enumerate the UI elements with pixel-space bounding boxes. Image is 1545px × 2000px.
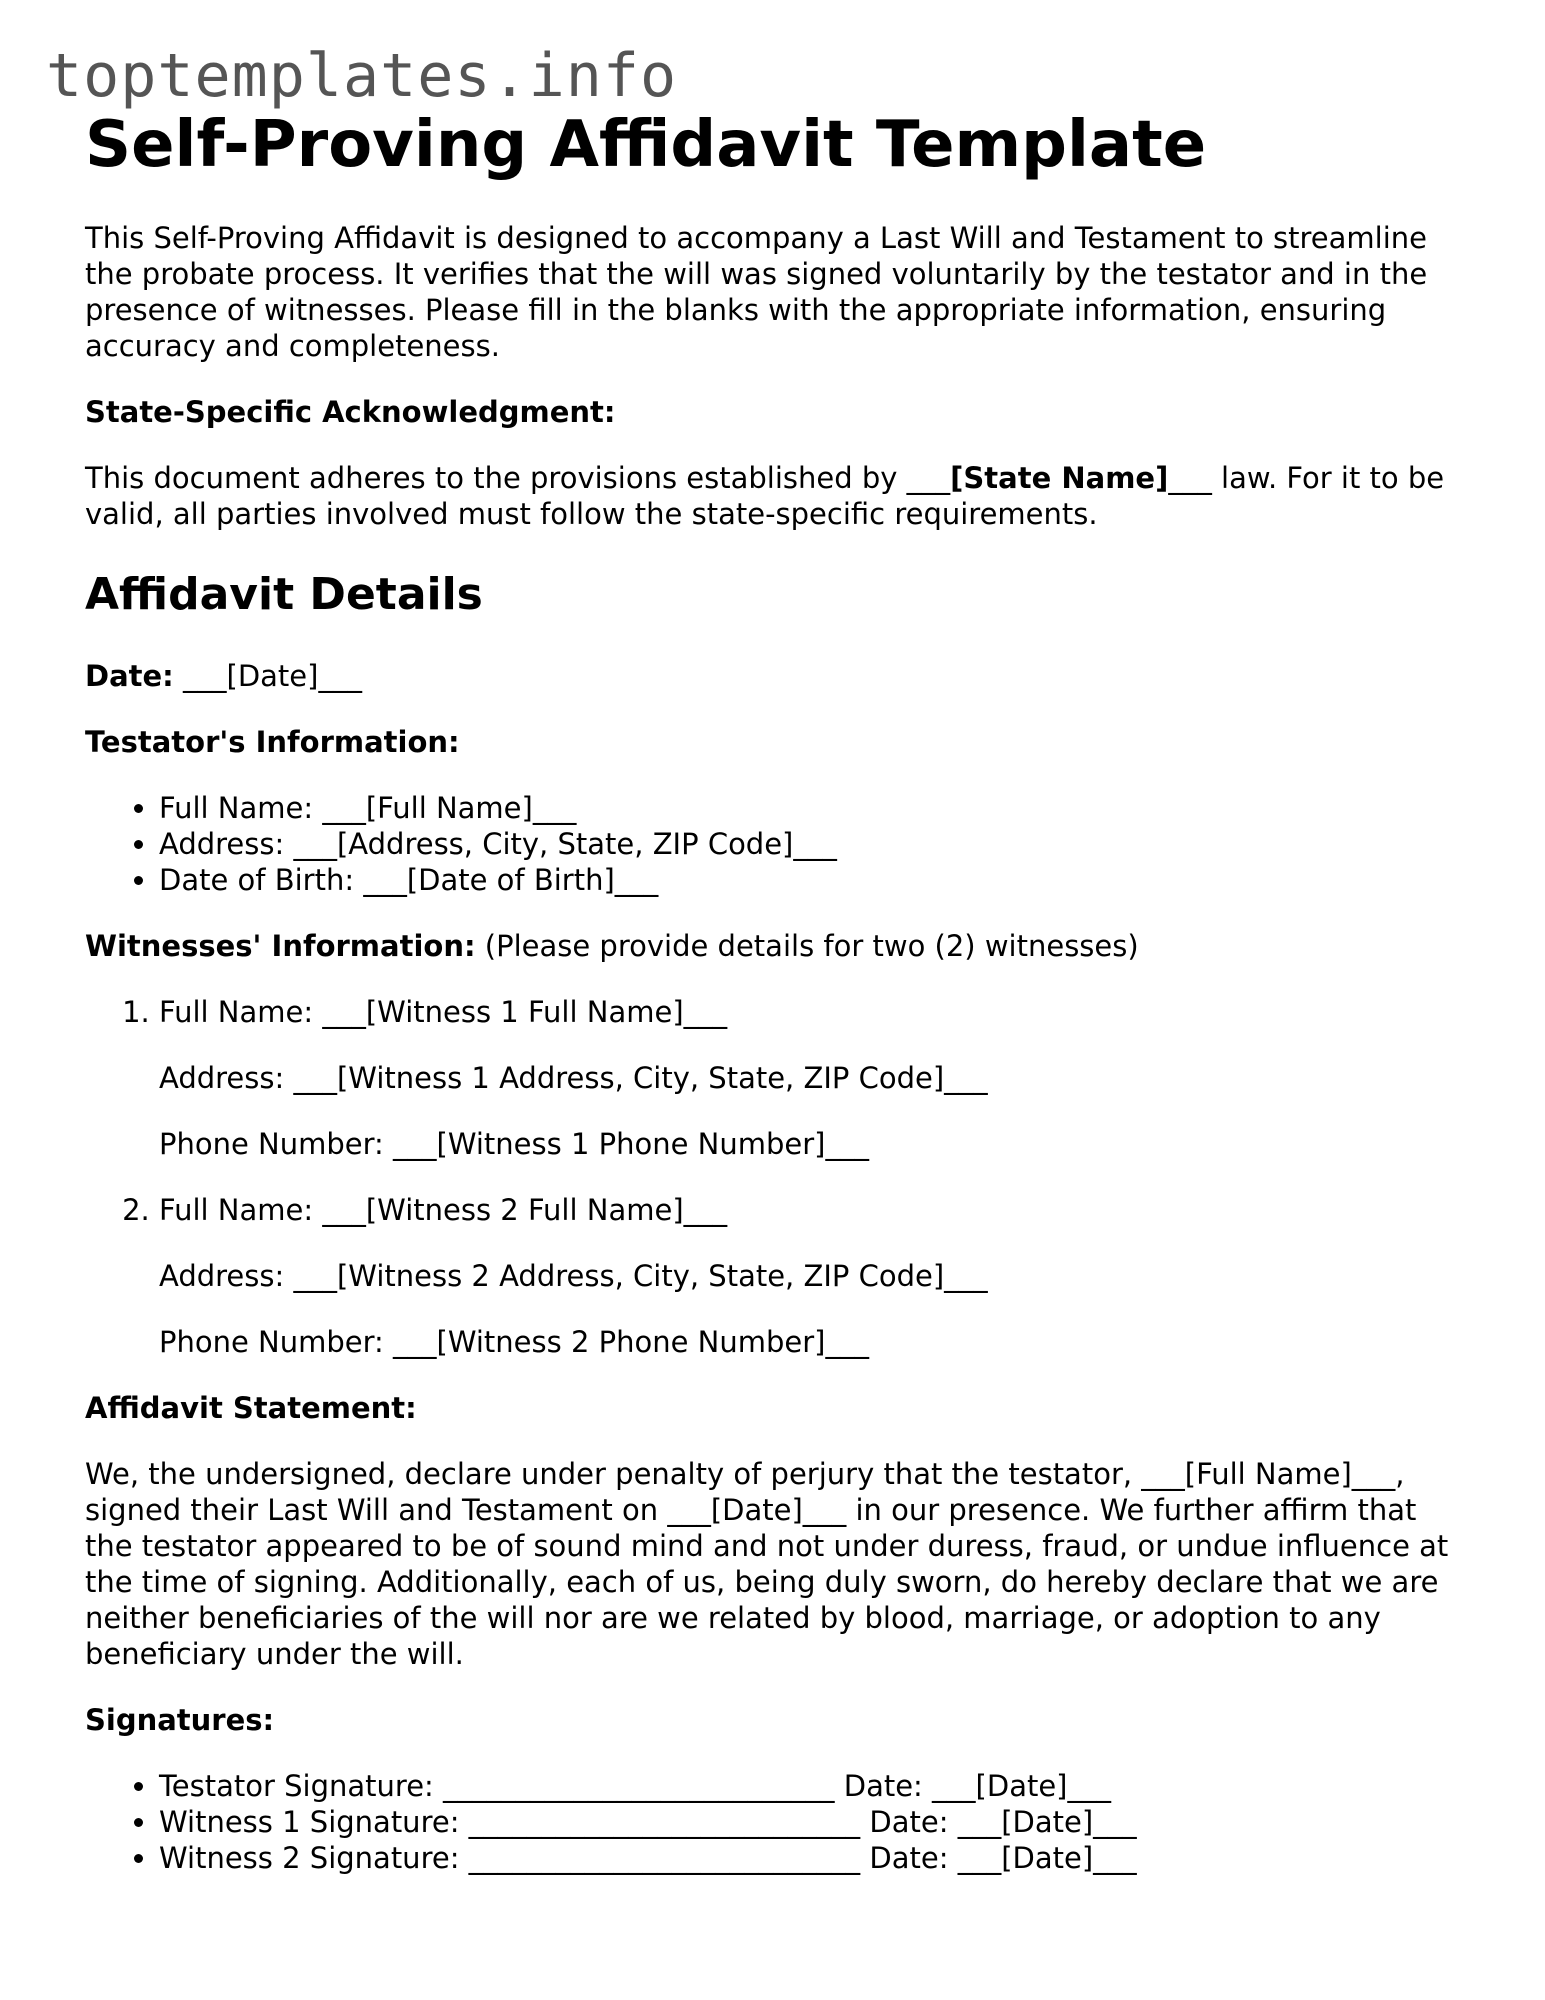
witness-2-name: 2. Full Name: ___[Witness 2 Full Name]___ [159, 1193, 728, 1227]
testator-address: • Address: ___[Address, City, State, ZIP Code]___ [159, 826, 1465, 862]
testator-info-list [85, 790, 1465, 898]
affidavit-statement-text: We, the undersigned, declare under penalty of perjury that the testator, ___[Full Name]___, signed their Last Will and Testament on ___[Date]___ in our presence. We further affirm that the testator appeared to be of sound mind and not under duress, fraud, or undue influence at the time of signing. Additionally, each of us, being duly sworn, do hereby declare that we are neither beneficiaries of the will nor are we related by blood, marriage, or adoption to any beneficiary under the will. [85, 1457, 1449, 1671]
date-value: ___[Date]___ [173, 659, 362, 693]
affidavit-date-line [85, 658, 1465, 694]
intro-paragraph: This Self-Proving Affidavit is designed to accompany a Last Will and Testament to streamline the probate process. It verifies that the will was signed voluntarily by the testator and in the presence of witnesses. Please fill in the blanks with the appropriate information, ensuring accuracy and completeness. [85, 221, 1428, 363]
witness-2 [159, 1192, 1465, 1360]
state-text-before: This document adheres to the provisions established by ___ [85, 461, 951, 495]
affidavit-statement-label: Affidavit Statement: [85, 1391, 417, 1425]
witness-2-signature-line: • Witness 2 Signature: ___________________________ Date: ___[Date]___ [159, 1840, 1465, 1876]
witnesses-list [85, 994, 1465, 1360]
affidavit-details-heading: Affidavit Details [85, 569, 483, 620]
witnesses-info-label: Witnesses' Information: [85, 929, 476, 963]
witness-1-address: Address: ___[Witness 1 Address, City, State, ZIP Code]___ [159, 1061, 988, 1095]
state-name-placeholder: [State Name] [950, 461, 1169, 495]
document-body [85, 108, 1465, 1876]
testator-date-of-birth: • Date of Birth: ___[Date of Birth]___ [159, 862, 1465, 898]
state-acknowledgment-text [85, 460, 1465, 532]
date-label: Date: [85, 659, 174, 693]
witness-1-name: 1. Full Name: ___[Witness 1 Full Name]___ [159, 995, 728, 1029]
state-acknowledgment-label: State-Specific Acknowledgment: [85, 395, 616, 429]
signatures-list [85, 1768, 1465, 1876]
witness-2-address: Address: ___[Witness 2 Address, City, State, ZIP Code]___ [159, 1259, 988, 1293]
witness-2-phone: Phone Number: ___[Witness 2 Phone Number]___ [159, 1325, 869, 1359]
state-text-after: ___ law. For it to be valid, all parties involved must follow the state-specific requirements. [85, 461, 1445, 531]
watermark: toptemplates.info [46, 41, 678, 111]
witnesses-info-note: (Please provide details for two (2) witnesses) [475, 929, 1139, 963]
signatures-label: Signatures: [85, 1703, 275, 1737]
witness-1 [159, 994, 1465, 1162]
page-title: Self-Proving Affidavit Template [85, 108, 1207, 182]
testator-info-label: Testator's Information: [85, 725, 460, 759]
witnesses-info-line [85, 928, 1465, 964]
witness-1-phone: Phone Number: ___[Witness 1 Phone Number]___ [159, 1127, 869, 1161]
witness-1-signature-line: • Witness 1 Signature: ___________________________ Date: ___[Date]___ [159, 1804, 1465, 1840]
testator-signature-line: • Testator Signature: ___________________________ Date: ___[Date]___ [159, 1768, 1465, 1804]
testator-full-name: • Full Name: ___[Full Name]___ [159, 790, 1465, 826]
